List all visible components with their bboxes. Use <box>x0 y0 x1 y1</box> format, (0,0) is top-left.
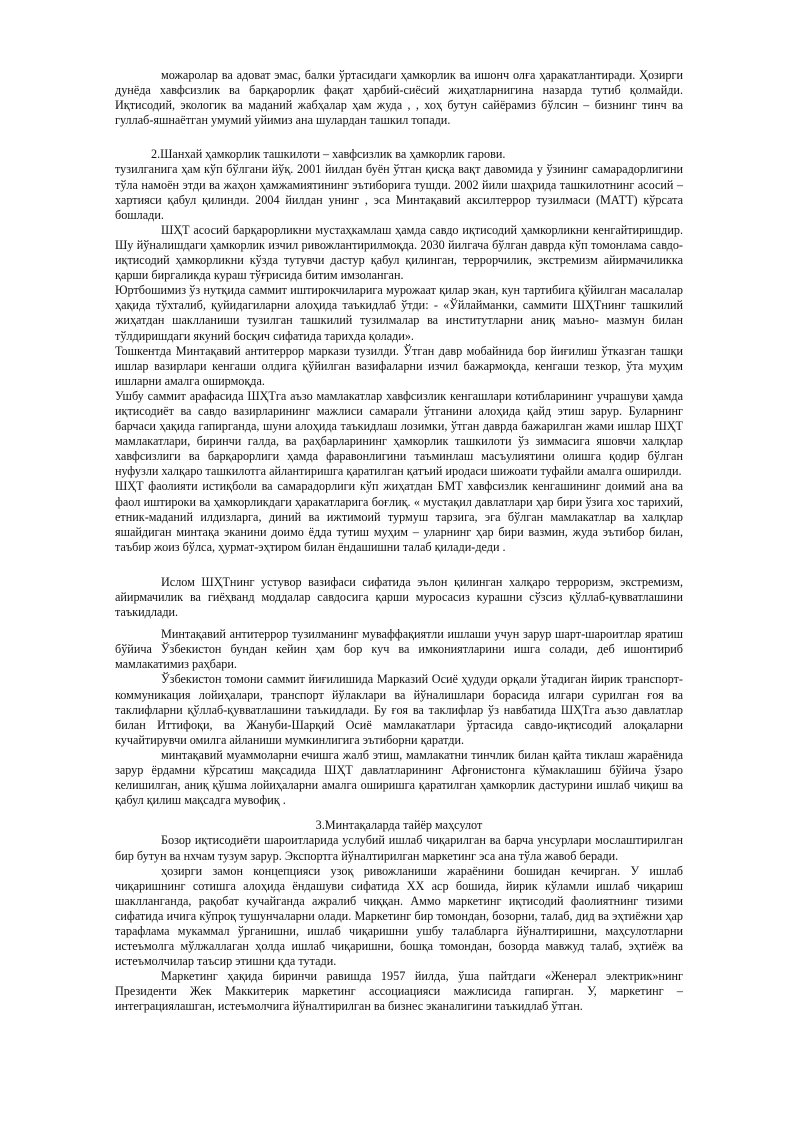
paragraph: Юртбошимиз ўз нутқида саммит иштирокчиларига мурожаат қилар экан, кун тартибига қўйилган масалалар ҳақида тўхталиб, қуйидагиларни алоҳида таъкидлаб ўтди: - «Ўйлайманки, саммити ШҲТнинг ташкилий жиҳатдан шаклланиши тузилган ташкилий тузилмалар ва институтларни аниқ маъно- мазмун билан тўлдиришдаги якуний босқич сифатида тарихда қолади». <box>115 283 683 343</box>
paragraph: Ўзбекистон томони саммит йиғилишида Марказий Осиё ҳудуди орқали ўтадиган йирик транспорт-коммуникация лойиҳалари, транспорт йўлаклари ва йўналишлари борасида илгари сурилган ғоя ва таклифларни қўллаб-қувватлашини таъкидлади. Бу ғоя ва таклифлар ўз навбатида ШҲТга аъзо давлатлар билан Иттифоқи, ва Жануби-Шарқий Осиё мамлакатлари ўртасида савдо-иқтисодий алоқаларни кучайтирувчи омилга айланиши мумкинлигига эътиборни қаратди. <box>115 672 683 747</box>
paragraph: ШҲТ фаолияти истиқболи ва самарадорлиги кўп жиҳатдан БМТ хавфсизлик кенгашининг доимий ана ва фаол иштироки ва ҳамкорликдаги ҳаракатларига боғлиқ. « мустақил давлатлари ҳар бири ўзига хос тарихий, етник-маданий илдизларга, диний ва ижтимоий турмуш тарзига, эга бўлган мамлакатлар ва халқлар яшайдиган минтақа эканини доимо ёдда тутиш муҳим – уларнинг ҳар бири вазмин, жуда эътибор билан, таъбир жоиз бўлса, ҳурмат-эҳтиром билан ёндашишни талаб қилади-деди . <box>115 479 683 554</box>
paragraph: тузилганига ҳам кўп бўлгани йўқ. 2001 йилдан буён ўтган қисқа вақт давомида у ўзининг самарадорлигини тўла намоён этди ва жаҳон ҳамжамиятининг эътиборига тушди. 2002 йили шаҳрида ташкилотнинг асосий – хартияси қабул қилинди. 2004 йилдан унинг , эса Минтақавий аксилтеррор тузилмаси (МАТТ) кўрсата бошлади. <box>115 162 683 222</box>
section-heading: 2.Шанхай ҳамкорлик ташкилоти – хавфсизлик ва ҳамкорлик гарови. <box>151 147 506 162</box>
document-page <box>115 68 683 1015</box>
section-heading: 3.Минтақаларда тайёр маҳсулот <box>315 818 483 833</box>
paragraph: Маркетинг ҳақида биринчи равишда 1957 йилда, ўша пайтдаги «Женерал электрик»нинг Президенти Жек Маккитерик маркетинг ассоциацияси мажлисида гапирган. У, маркетинг – интеграциялашган, истеъмолчига йўналтирилган ва бизнес эканалигини таъкидлаб ўтган. <box>115 969 683 1014</box>
paragraph: минтақавий муаммоларни ечишга жалб этиш, мамлакатни тинчлик билан қайта тиклаш жараёнида зарур ёрдамни кўрсатиш мақсадида ШҲТ давлатларининг Афғонистонга кўмаклашиш бўйича ўзаро келишилган, аниқ қўшма лойиҳаларни амалга оширишга қаратилган ҳамкорлик дастурини ишлаб чиқиш ва қабул қилиш мақсадга мувофиқ . <box>115 747 683 808</box>
paragraph: Бозор иқтисодиёти шароитларида услубий ишлаб чиқарилган ва барча унсурлари мослаштирилган бир бутун ва нхчам тузум зарур. Экспортга йўналтирилган маркетинг эса ана тўла жавоб беради. <box>115 833 683 863</box>
paragraph: Ислом ШҲТнинг устувор вазифаси сифатида эълон қилинган халқаро терроризм, экстремизм, айирмачилик ва гиёҳванд моддалар савдосига қарши муросасиз курашни сўзсиз қўллаб-қувватлашини таъкидлади. <box>115 574 683 620</box>
paragraph: можаролар ва адоват эмас, балки ўртасидаги ҳамкорлик ва ишонч олға ҳаракатлантиради. Ҳозирги дунёда хавфсизлик ва барқарорлик фақат ҳарбий-сиёсий жиҳатларнигина назарда тутиб қолмайди. Иқтисодий, экологик ва маданий жабҳалар ҳам жуда , , хоҳ бутун сайёрамиз бўлсин – бизнинг тинч ва гуллаб-яшнаётган умумий уйимиз ана шулардан ташкил топади. <box>115 68 683 128</box>
paragraph: Минтақавий антитеррор тузилманинг муваффақиятли ишлаши учун зарур шарт-шароитлар яратиш бўйича Ўзбекистон бундан кейин ҳам бор куч ва имкониятларини ишга солади, деб ишонтириб мамлакатимиз раҳбари. <box>115 627 683 672</box>
paragraph: ҳозирги замон концепцияси узоқ ривожланиши жараёнини бошидан кечирган. У ишлаб чиқаришнинг сотишга алоҳида ёндашуви сифатида XX аср бошида, йирик кўламли ишлаб чиқариш шаклланганда, рақобат кучайганда ажралиб чиққан. Аммо маркетинг иқтисодий фаолиятнинг тизими сифатида ичига кўпроқ тушунчаларни олади. Маркетинг бир томондан, бозорни, талаб, дид ва эҳтиёжни ҳар тарафлама мукаммал ўрганишни, ишлаб чиқаришни ушбу талабларга йўналтиришни, маҳсулотларни истеъмолга мўлжаллаган ҳолда ишлаб чиқаришни, бошқа томондан, бозорда мавжуд талаб, эҳтиёж ва истеъмолчилар таъсир этишни қда тутади. <box>115 863 683 969</box>
paragraph: Тошкентда Минтақавий антитеррор маркази тузилди. Ўтган давр мобайнида бор йиғилиш ўтказган ташқи ишлар вазирлари кенгаши олдига қўйилган вазифаларни изчил бажармоқда, кенгаши тезкор, ўта муҳим ишларни амалга оширмоқда. <box>115 343 683 388</box>
paragraph: ШҲТ асосий барқарорликни мустаҳкамлаш ҳамда савдо иқтисодий ҳамкорликни кенгайтиришдир. Шу йўналишдаги ҳамкорлик изчил ривожлантирилмоқда. 2030 йилгача бўлган даврда кўп томонлама савдо-иқтисодий ҳамкорликни кўзда тутувчи дастур қабул қилинган, террорчилик, экстремизм айирмачиликка қарши биргаликда кураш тўғрисида битим имзоланган. <box>115 222 683 283</box>
paragraph: Ушбу саммит арафасида ШҲТга аъзо мамлакатлар хавфсизлик кенгашлари котибларининг учрашуви ҳамда иқтисодиёт ва савдо вазирларининг мажлиси самарали ўтганини алоҳида қайд этиш зарур. Буларнинг барчаси ҳақида гапирганда, шуни алоҳида таъкидлаш лозимки, ўтган даврда бажарилган жами ишлар ШҲТ мамлакатлари, биринчи галда, ва раҳбарларининг ҳамкорлик ташкилоти ўз зиммасига яшовчи халқлар хавфсизлиги ва барқарорлиги ҳамда фаравонлигини таъминлаш масъулиятини олишга қодир бўлган нуфузли халқаро ташкилотга айлантиришга қаратилган қатъий иродаси шижоати туфайли амалга оширилди. <box>115 388 683 479</box>
